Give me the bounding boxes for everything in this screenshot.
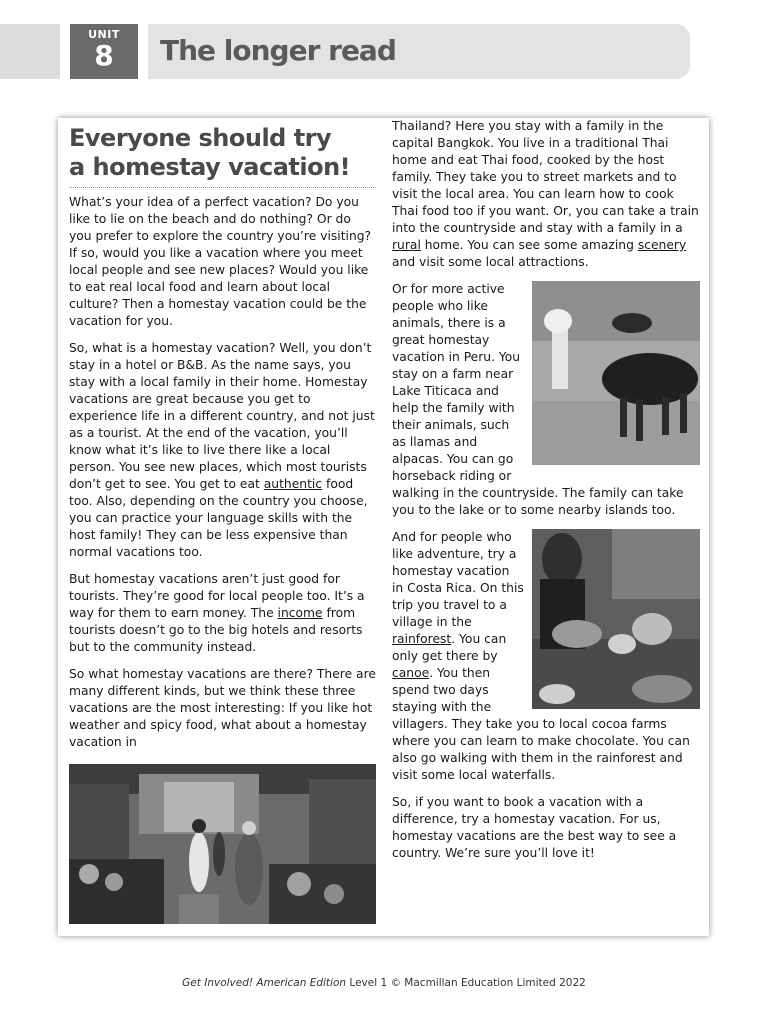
underlined-word-canoe: canoe — [392, 666, 430, 680]
paragraph-peru: Or for more active people who like animals, there is a great homestay vacation in Peru. You stay on a farm near Lake Titicaca and help the family with their animals, such as llamas and alpacas. You can go horseback riding or walking in the countryside. The family can take you to the lake or to some nearby islands too. — [392, 281, 700, 519]
unit-badge — [70, 24, 138, 79]
article-title-line1: Everyone should try — [69, 124, 332, 152]
footer-rest: Level 1 © Macmillan Education Limited 2022 — [346, 977, 586, 989]
left-column — [69, 118, 376, 761]
right-column — [392, 118, 700, 872]
llama-photo — [532, 281, 700, 465]
unit-label: UNIT — [88, 28, 120, 41]
cooking-photo — [532, 529, 700, 709]
paragraph-costa-rica: And for people who like adventure, try a homestay vacation in Costa Rica. On this trip you travel to a village in the rainforest. You can only get there by canoe. You then spend two days staying with the villagers. They take you to local cocoa farms where you can learn to make chocolate. You can also go walking with them in the rainforest and visit some local waterfalls. — [392, 529, 700, 784]
unit-number: 8 — [94, 39, 114, 72]
paragraph-what-is: So, what is a homestay vacation? Well, you don’t stay in a hotel or B&B. As the name says, you stay with a local family in their home. Homestay vacations are great because you get to experience life in a different country, and not just as a tourist. At the end of the vacation, you’ll know what it’s like to live there like a local person. You see new places, which most tourists don’t get to see. You get to eat authentic food too. Also, depending on the country you choose, you can practice your language skills with the host family! They can be less expensive than normal vacations too. — [69, 341, 375, 559]
header-band-left — [0, 24, 60, 79]
footer-copyright — [0, 977, 768, 989]
paragraph-thailand: Thailand? Here you stay with a family in the capital Bangkok. You live in a traditional Thai home and eat Thai food, cooked by the host family. They take you to street markets and to visit the local area. You can learn how to cook Thai food too if you want. Or, you can take a train into the countryside and stay with a family in a rural home. You can see some amazing scenery and visit some local attractions. — [392, 119, 699, 269]
article-title — [69, 124, 376, 182]
paragraph-intro: What’s your idea of a perfect vacation? Do you like to lie on the beach and do nothing? Or do you prefer to explore the country you’re visiting? If so, would you like a vacation where you meet local people and see new places? Would you like to eat real local food and learn about local culture? Then a homestay vacation could be the vacation for you. — [69, 195, 372, 328]
underlined-word-authentic: authentic — [263, 477, 323, 491]
underlined-word-rainforest: rainforest — [392, 632, 452, 646]
article-card — [58, 118, 709, 936]
paragraph-conclusion: So, if you want to book a vacation with a difference, try a homestay vacation. For us, homestay vacations are the best way to see a country. We’re sure you’ll love it! — [392, 795, 677, 860]
article-title-line2: a homestay vacation! — [69, 153, 351, 181]
underlined-word-income: income — [277, 606, 323, 620]
market-photo — [69, 764, 376, 924]
paragraph-kinds: So what homestay vacations are there? There are many different kinds, but we think these three vacations are the most interesting: If you like hot weather and spicy food, what about a homestay vacation in — [69, 667, 376, 749]
underlined-word-rural: rural — [392, 238, 421, 252]
page-title: The longer read — [160, 34, 396, 67]
paragraph-local-people: But homestay vacations aren’t just good for tourists. They’re good for local people too. It’s a way for them to earn money. The income from tourists doesn’t go to the big hotels and resorts but to the community instead. — [69, 572, 365, 654]
title-divider — [69, 187, 376, 188]
underlined-word-scenery: scenery — [637, 238, 687, 252]
footer-book-title: Get Involved! American Edition — [182, 977, 347, 989]
title-band — [148, 24, 690, 79]
